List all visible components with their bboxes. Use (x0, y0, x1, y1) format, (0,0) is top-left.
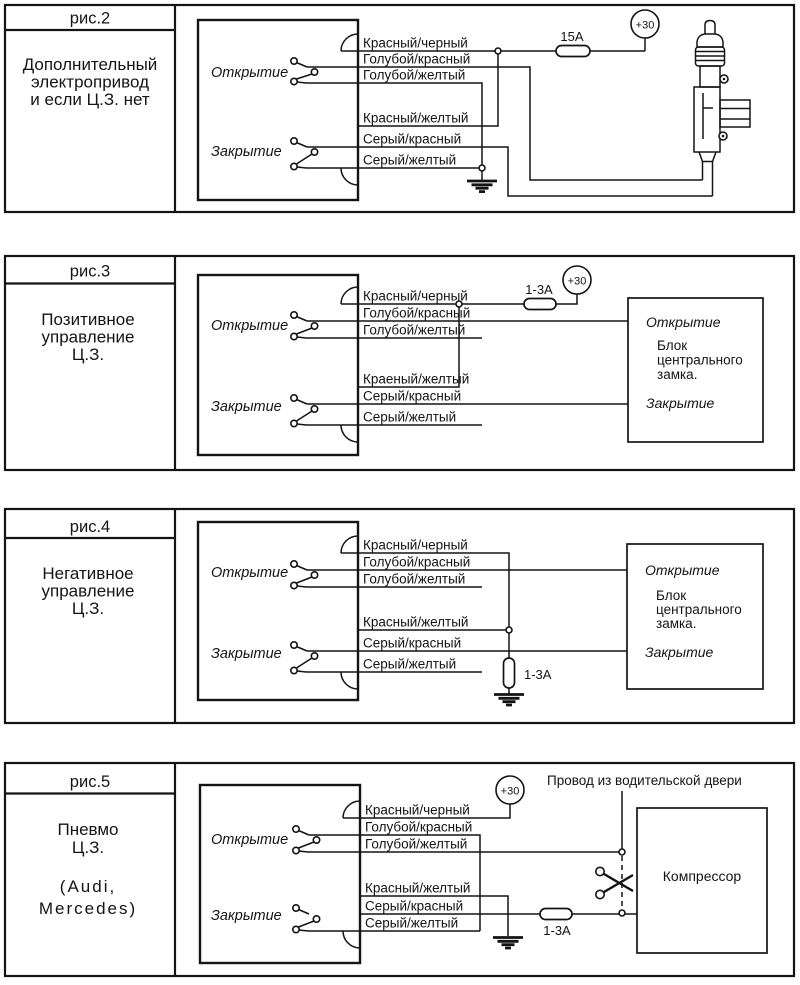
switch-contact (291, 58, 297, 64)
figure-2-panel (5, 5, 794, 212)
figure-3-panel (5, 256, 794, 470)
junction-node (479, 165, 485, 171)
actuator-body (694, 87, 720, 152)
wire-label: Голубой/желтый (365, 836, 468, 852)
switch-close-label: Закрытие (211, 908, 282, 924)
block-name-line: центрального (656, 602, 742, 617)
open-switch (211, 312, 318, 340)
alarm-unit-box (198, 20, 358, 200)
compressor-block (637, 808, 767, 953)
figure-5-panel (5, 763, 794, 976)
switch-contact (311, 406, 317, 412)
ground-icon (494, 688, 524, 705)
wire-label: Серый/желтый (363, 409, 457, 425)
switch-open-label: Открытие (211, 65, 289, 81)
scissors-handle (596, 890, 604, 898)
wire-label: Серый/красный (363, 635, 462, 651)
switch-contact (311, 323, 317, 329)
switch-contact (293, 926, 299, 932)
junction-node (619, 910, 625, 916)
switch-stub (297, 82, 306, 83)
fig-label: рис.5 (69, 773, 111, 791)
switch-arm (297, 328, 313, 334)
wire-label: Голубой/желтый (363, 322, 466, 338)
switch-contact (291, 582, 297, 588)
actuator-connector (720, 100, 750, 127)
switch-contact (311, 653, 317, 659)
central-lock-block (628, 298, 763, 442)
junction-node (506, 627, 512, 633)
fig-label: рис.3 (69, 262, 111, 281)
junction-node (495, 48, 501, 54)
wire-label: Красный/черный (363, 35, 468, 51)
switch-stub (299, 831, 310, 836)
panel-title-line: управление (41, 581, 135, 601)
switch-contact (311, 69, 317, 75)
actuator-screw-dot (723, 78, 726, 81)
wire-label: Красный/желтый (363, 614, 469, 630)
close-switch (211, 642, 318, 674)
compressor-label: Компрессор (662, 868, 742, 884)
panel-title-line: и если Ц.З. нет (30, 90, 150, 109)
figure-4-panel (5, 509, 794, 723)
switch-stub (297, 317, 308, 322)
power-terminal-label: +30 (635, 19, 655, 32)
wire-label: Серый/желтый (363, 656, 457, 672)
wire-hop-arc (341, 536, 358, 553)
switch-stub (299, 851, 308, 852)
fig-label: рис.2 (69, 9, 111, 28)
panel-title-line: Дополнительный (22, 55, 158, 74)
scissors-icon (596, 867, 633, 898)
panel-title-line: Пневмо (57, 820, 119, 839)
fuse-label: 1-3А (524, 667, 552, 682)
actuator-rib-lines (696, 52, 725, 61)
alarm-unit-box (198, 522, 358, 700)
switch-stub (297, 586, 306, 587)
switch-contact (291, 138, 297, 144)
wire-hop-arc (341, 672, 358, 689)
fuse-icon (524, 299, 556, 310)
wire-label: Серый/желтый (363, 152, 457, 168)
actuator-connector-lines (720, 109, 750, 120)
switch-arm (297, 658, 313, 668)
actuator-pin (705, 21, 715, 35)
block-close-label: Закрытие (646, 395, 715, 411)
switch-contact (311, 572, 317, 578)
switch-contact (291, 561, 297, 567)
switch-contact (313, 916, 319, 922)
switch-stub (297, 143, 308, 148)
wire-label: Голубой/желтый (363, 571, 466, 587)
wire-hop-arc (341, 425, 358, 442)
wire-label: Красный/черный (363, 288, 468, 304)
switch-open-label: Открытие (211, 832, 289, 848)
door-wire-label: Провод из водительской двери (547, 773, 742, 788)
switch-stub (299, 910, 310, 915)
switch-contact (313, 837, 319, 843)
block-name-line: замка. (656, 616, 697, 631)
block-name-line: Блок (656, 588, 687, 603)
switch-stub (297, 647, 308, 652)
switch-contact (291, 395, 297, 401)
wire-hop-arc (341, 34, 358, 51)
panel-title-line: управление (41, 327, 135, 347)
switch-stub (297, 566, 308, 571)
fuse-label: 1-3А (525, 282, 553, 297)
wire-label: Голубой/красный (363, 305, 471, 321)
switch-arm (299, 842, 315, 848)
wire-label: Серый/красный (363, 388, 462, 404)
block-open-label: Открытие (646, 314, 721, 330)
ground-bars (494, 695, 524, 706)
junction-node (619, 849, 625, 855)
switch-close-label: Закрытие (211, 399, 282, 415)
switch-stub (297, 63, 308, 68)
wire-label: Голубой/красный (363, 554, 471, 570)
switch-close-label: Закрытие (211, 646, 282, 662)
wire-label: Краеный/желтый (363, 371, 470, 387)
switch-contact (293, 826, 299, 832)
block-name-line: центрального (657, 352, 743, 368)
panel-title-line: Mercedes) (38, 899, 138, 918)
switch-contact (291, 420, 297, 426)
switch-contact (293, 905, 299, 911)
power-terminal-label: +30 (500, 785, 520, 798)
switch-contact (291, 163, 297, 169)
switch-stub (297, 167, 306, 168)
alarm-unit-box (198, 275, 358, 455)
switch-contact (291, 642, 297, 648)
ground-icon (467, 165, 497, 192)
ground-bars (493, 938, 523, 949)
lock-actuator-icon (694, 21, 750, 197)
wire-label: Серый/желтый (365, 915, 459, 931)
wire-hop-arc (343, 801, 360, 818)
switch-open-label: Открытие (211, 318, 289, 334)
close-switch (211, 138, 318, 170)
wires (306, 553, 627, 672)
switch-contact (291, 78, 297, 84)
fuse-label: 15A (560, 29, 584, 44)
ground-bars (467, 181, 497, 192)
switch-stub (299, 930, 308, 931)
panel-title-line: Негативное (42, 564, 134, 583)
fuse-icon (556, 46, 590, 57)
actuator-inner-detail (703, 93, 713, 139)
block-name-line: Блок (657, 338, 688, 353)
switch-close-label: Закрытие (211, 144, 282, 160)
open-switch (211, 826, 320, 854)
wire-label: Голубой/красный (363, 51, 471, 67)
wire-label: Серый/красный (365, 898, 464, 914)
wire-label: Красный/черный (363, 537, 468, 553)
switch-stub (297, 400, 308, 405)
close-switch (211, 905, 320, 933)
switch-arm (297, 154, 313, 164)
wires (308, 804, 637, 936)
wire-hop-arc (343, 931, 360, 948)
switch-stub (297, 337, 306, 338)
block-open-label: Открытие (645, 562, 720, 578)
wire-hop-arc (341, 168, 358, 185)
switch-arm (297, 577, 313, 583)
wire-label: Серый/красный (363, 131, 462, 147)
ground-icon (493, 938, 523, 949)
actuator-bell (697, 34, 723, 47)
alarm-unit-box (200, 785, 360, 963)
panel-title-line: электропривод (31, 72, 149, 92)
fuse-label: 1-3А (543, 923, 571, 938)
panel-title-line: (Audi, (59, 877, 117, 896)
wire-label: Голубой/желтый (363, 67, 466, 83)
block-name-line: замка. (657, 367, 698, 382)
switch-contact (291, 333, 297, 339)
fig-label: рис.4 (69, 518, 111, 536)
switch-arm (297, 411, 313, 421)
switch-contact (311, 149, 317, 155)
panel-title-line: Ц.З. (71, 838, 105, 857)
scissors-blades (604, 874, 633, 892)
switch-arm (299, 921, 315, 927)
switch-contact (291, 667, 297, 673)
actuator-taper (699, 152, 716, 162)
wire-label: Красный/желтый (365, 880, 471, 896)
actuator-stem (703, 162, 713, 197)
close-switch (211, 395, 318, 427)
open-switch (211, 561, 318, 589)
switch-contact (291, 312, 297, 318)
panel-title-line: Ц.З. (71, 599, 105, 618)
wire-label: Красный/черный (365, 802, 470, 818)
switch-stub (297, 671, 306, 672)
switch-contact (293, 847, 299, 853)
actuator-neck (700, 66, 720, 87)
open-switch (211, 58, 318, 85)
wire-label: Голубой/красный (365, 819, 473, 835)
power-terminal-label: +30 (567, 275, 587, 288)
switch-open-label: Открытие (211, 565, 289, 581)
central-lock-block (627, 544, 763, 689)
fuse-icon (540, 909, 572, 920)
actuator-screw-dot (722, 135, 725, 138)
panel-title-line: Позитивное (41, 310, 135, 329)
block-close-label: Закрытие (645, 644, 714, 660)
wire-label: Красный/желтый (363, 110, 469, 126)
switch-arm (297, 74, 313, 79)
fuse-icon (504, 658, 515, 688)
panel-title-line: Ц.З. (71, 345, 105, 364)
scissors-handle (596, 867, 604, 875)
switch-stub (297, 424, 306, 425)
wire-hop-arc (341, 287, 358, 304)
